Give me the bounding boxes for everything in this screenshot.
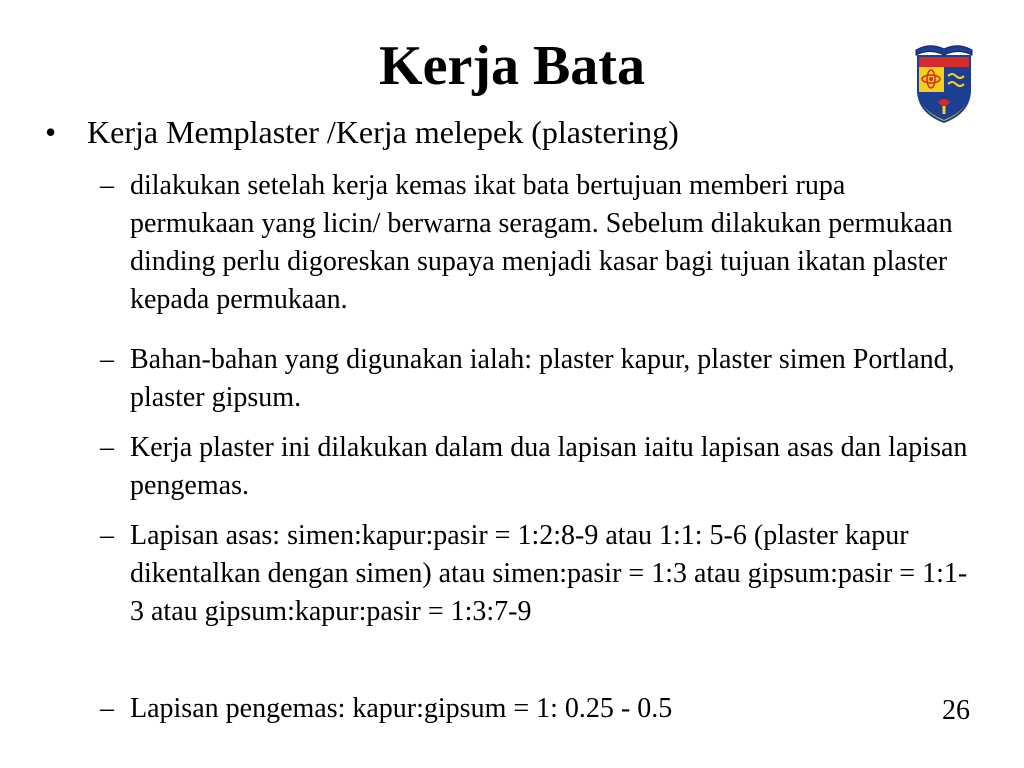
sub-item [100, 167, 970, 319]
bullet-marker: • [45, 114, 57, 150]
sub-item-text: dilakukan setelah kerja kemas ikat bata bertujuan memberi rupa permukaan yang licin/ berwarna seragam. Sebelum dilakukan permukaan dinding perlu digoreskan supaya menjadi kasar bagi tujuan ikatan plaster kepada permukaan. [130, 170, 953, 315]
sub-item-dash: – [100, 520, 114, 551]
sub-item [100, 690, 970, 728]
sub-item-dash: – [100, 432, 114, 463]
sub-item [100, 517, 970, 631]
sub-item-text: Lapisan pengemas: kapur:gipsum = 1: 0.25 - 0.5 [130, 693, 673, 724]
slide-title: Kerja Bata [379, 35, 645, 97]
sub-item [100, 429, 970, 505]
sub-item [100, 341, 970, 417]
sub-item-dash: – [100, 344, 114, 375]
sub-item-text: Bahan-bahan yang digunakan ialah: plaster kapur, plaster simen Portland, plaster gipsum. [130, 344, 955, 413]
university-crest-icon [912, 40, 976, 124]
sub-item-text: Kerja plaster ini dilakukan dalam dua lapisan iaitu lapisan asas dan lapisan pengemas. [130, 432, 968, 501]
sub-item-dash: – [100, 693, 114, 724]
page-number: 26 [942, 695, 970, 726]
bullet-text: Kerja Memplaster /Kerja melepek (plastering) [87, 114, 679, 150]
sub-item-text: Lapisan asas: simen:kapur:pasir = 1:2:8-9 atau 1:1: 5-6 (plaster kapur dikentalkan dengan simen) atau simen:pasir = 1:3 atau gipsum:pasir = 1:1-3 atau gipsum:kapur:pasir = 1:3:7-9 [130, 520, 968, 627]
sub-item-dash: – [100, 170, 114, 201]
